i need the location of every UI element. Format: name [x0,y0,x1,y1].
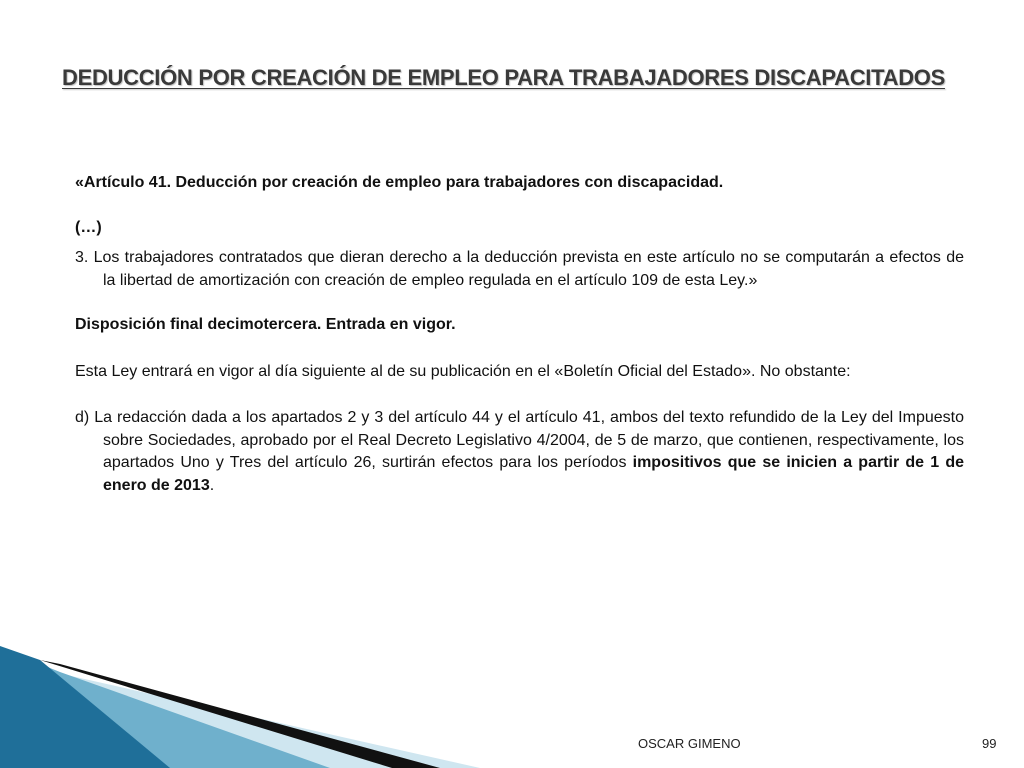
page-title: DEDUCCIÓN POR CREACIÓN DE EMPLEO PARA TRABAJADORES DISCAPACITADOS [62,65,945,90]
ellipsis-marker: (…) [75,218,102,236]
article-point-3: 3. Los trabajadores contratados que dieran derecho a la deducción prevista en este artículo no se computarán a efectos de la libertad de amortización con creación de empleo regulada en el artículo 109 de esta Ley.» [75,249,964,289]
article-heading: «Artículo 41. Deducción por creación de empleo para trabajadores con discapacidad. [75,174,724,191]
point-d-paragraph [75,407,964,497]
slide-body [75,172,964,497]
entrada-en-vigor-text: Esta Ley entrará en vigor al día siguiente al de su publicación en el «Boletín Oficial del Estado». No obstante: [75,362,851,380]
point-d-bold: impositivos que se inicien a partir de 1 de enero de 2013 [103,454,964,494]
disposicion-heading: Disposición final decimotercera. Entrada en vigor. [75,316,456,333]
point-d-text: d) La redacción dada a los apartados 2 y 3 del artículo 44 y el artículo 41, ambos del texto refundido de la Ley del Impuesto sobre Sociedades, aprobado por el Real Decreto Legislativo 4/2004, de 5 de marzo, que contienen, respectivamente, los apartados Uno y Tres del artículo 26, surtirán efectos para los períodos [75,409,964,471]
footer-author: OSCAR GIMENO [638,736,741,751]
point-d-end: . [209,476,215,494]
page-number: 99 [982,736,997,751]
